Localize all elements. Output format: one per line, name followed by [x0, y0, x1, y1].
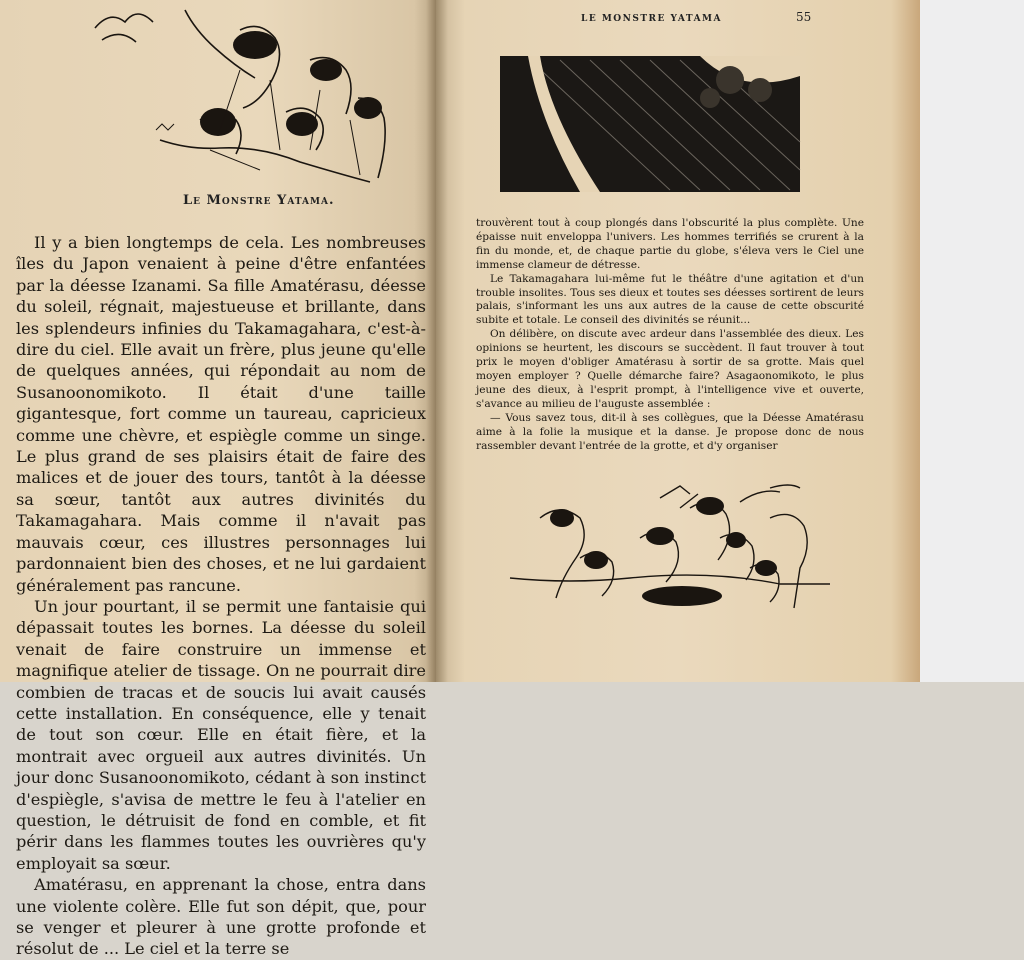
book-gutter	[426, 0, 448, 682]
illustration-dark-sky	[500, 50, 800, 198]
running-head: LE MONSTRE YATAMA	[581, 14, 722, 24]
illustration-gods-assembly	[510, 478, 840, 618]
chapter-title: Le Monstre Yatama.	[183, 193, 335, 208]
left-page	[0, 0, 436, 959]
paragraph: trouvèrent tout à coup plongés dans l'obscurité la plus complète. Une épaisse nuit enveloppa l'univers. Les hommes terrifiés se crurent à la fin du monde, et, de chaque partie du globe, s'éleva vers le Ciel une immense clameur de détresse.	[476, 217, 864, 271]
illustration-figures-pointing	[90, 0, 400, 186]
paragraph: Le Takamagahara lui-même fut le théâtre d'une agitation et d'un trouble insolites. Tous ses dieux et toutes ses déesses sortirent de leurs palais, s'informant les uns aux autres de la cause de cette obscurité subite et totale. Le conseil des divinités se réunit...	[476, 272, 864, 327]
paragraph: Amatérasu, en apprenant la chose, entra dans une violente colère. Elle fut son dépit, que, pour se venger et pleurer à une grotte profonde et résolut de ... Le ciel et la terre se	[16, 875, 426, 959]
table-surface	[910, 0, 1024, 682]
page-number: 55	[796, 10, 812, 24]
left-page-body	[16, 232, 426, 960]
paragraph: On délibère, on discute avec ardeur dans l'assemblée des dieux. Les opinions se heurtent, les discours se succèdent. Il faut trouver à tout prix le moyen d'obliger Amatérasu à sortir de sa grotte. Mais quel moyen employer ? Quelle démarche faire? Asagaonomikoto, le plus jeune des dieux, à l'esprit prompt, à l'intelligence vive et ouverte, s'avance au milieu de l'auguste assemblée :	[476, 328, 864, 410]
paragraph: — Vous savez tous, dit-il à ses collègues, que la Déesse Amatérasu aime à la folie la musique et la danse. Je propose donc de nous rassembler devant l'entrée de la grotte, et d'y organiser	[476, 411, 864, 452]
paragraph: Un jour pourtant, il se permit une fantaisie qui dépassait toutes les bornes. La déesse du soleil venait de faire construire un immense et magnifique atelier de tissage. On ne pourrait dire combien de tracas et de soucis lui avait causés cette installation. En conséquence, elle y tenait de tout son cœur. Elle en était fière, et la montrait avec orgueil aux autres divinités. Un jour donc Susanoonomikoto, cédant à son instinct d'espiègle, s'avisa de mettre le feu à l'atelier en question, le détruisit de fond en comble, et fit périr dans les flammes toutes les ouvrières qu'y employait sa sœur.	[16, 596, 426, 873]
right-page	[436, 0, 920, 682]
right-page-body	[476, 217, 864, 453]
paragraph: Il y a bien longtemps de cela. Les nombreuses îles du Japon venaient à peine d'être enfantées par la déesse Izanami. Sa fille Amatérasu, déesse du soleil, régnait, majestueuse et brillante, dans les splendeurs infinies du Takamagahara, c'est-à-dire du ciel. Elle avait un frère, plus jeune qu'elle de quelques années, qui répondait au nom de Susanoonomikoto. Il était d'une taille gigantesque, fort comme un taureau, capricieux comme une chèvre, et espiègle comme un singe. Le plus grand de ses plaisirs était de faire des malices et de jouer des tours, tantôt à la déesse sa sœur, tantôt aux autres divinités du Takamagahara. Mais comme il n'avait pas mauvais cœur, ces illustres personnages lui pardonnaient bien des choses, et ne lui gardaient généralement pas rancune.	[16, 233, 426, 595]
